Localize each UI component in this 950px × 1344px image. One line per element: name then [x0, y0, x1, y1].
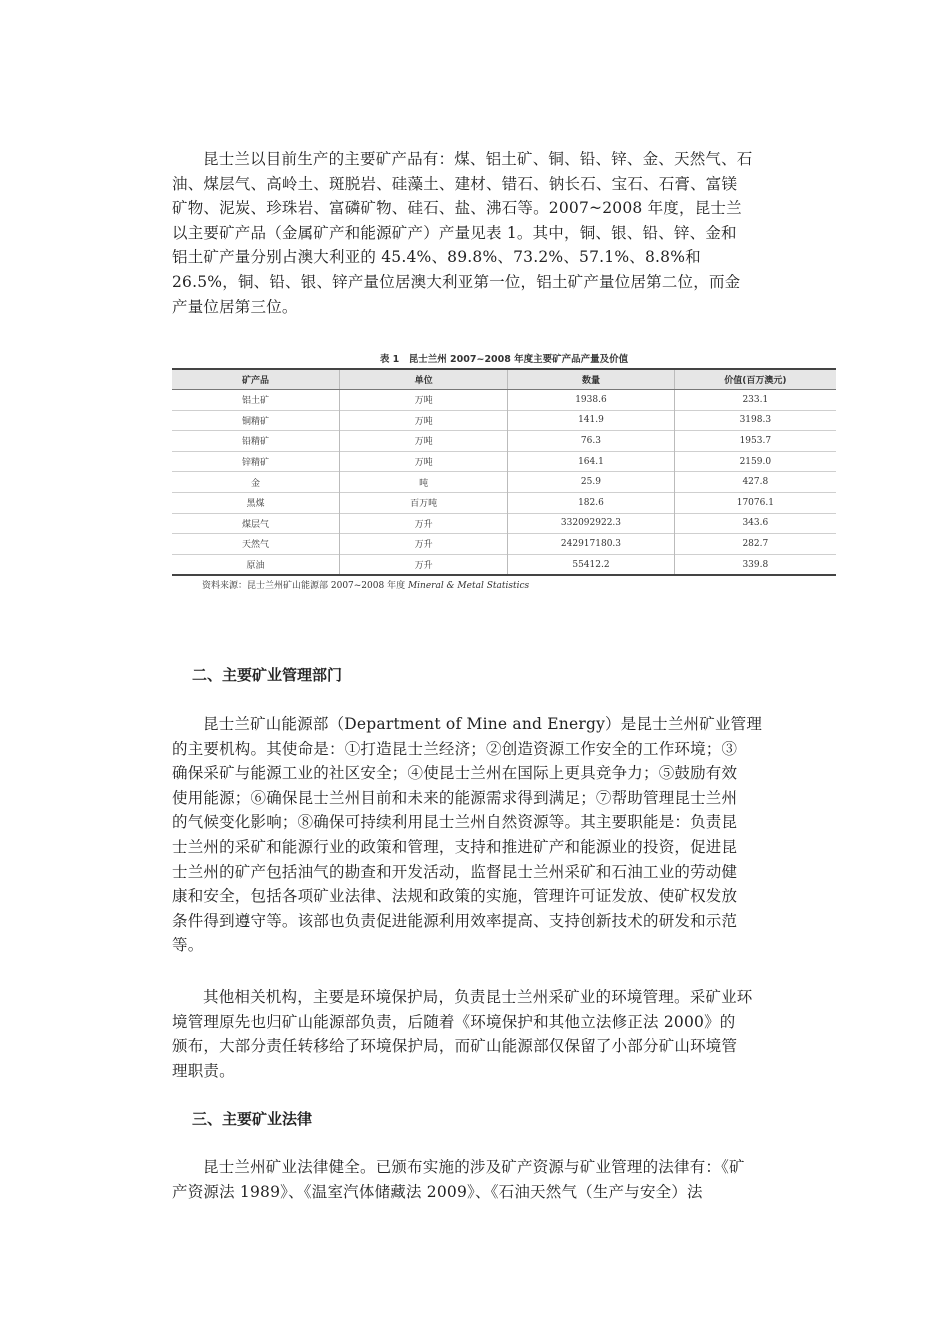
table-cell: 锌精矿: [172, 451, 340, 472]
text-line: 的气候变化影响；⑧确保可持续利用昆士兰州自然资源等。其主要职能是：负责昆: [172, 813, 738, 832]
text-line: 士兰州的矿产包括油气的勘查和开发活动，监督昆士兰州采矿和石油工业的劳动健: [172, 862, 738, 881]
table-cell: 17076.1: [674, 492, 836, 513]
text-line: 理职责。: [172, 1061, 235, 1080]
column-header: 单位: [340, 369, 508, 390]
text-line: 昆士兰州矿业法律健全。已颁布实施的涉及矿产资源与矿业管理的法律有：《矿: [203, 1158, 745, 1176]
table-row: [172, 410, 836, 431]
table-cell: 1953.7: [674, 431, 836, 452]
text-line: 油、煤层气、高岭土、斑脱岩、硅藻土、建材、错石、钠长石、宝石、石膏、富镁: [172, 174, 738, 193]
text-line: 等。: [172, 936, 204, 955]
table-cell: 万升: [340, 513, 508, 534]
column-header: 价值(百万澳元): [674, 369, 836, 390]
section-heading: 二、主要矿业管理部门: [192, 666, 343, 684]
table-cell: 242917180.3: [508, 534, 674, 555]
text-line: 其他相关机构，主要是环境保护局，负责昆士兰州采矿业的环境管理。采矿业环: [203, 988, 753, 1006]
mineral-production-table: [172, 368, 836, 576]
section-heading: 三、主要矿业法律: [192, 1110, 313, 1128]
table-cell: 煤层气: [172, 513, 340, 534]
table-row: [172, 554, 836, 575]
table-cell: 141.9: [508, 410, 674, 431]
text-line: 士兰州的采矿和能源行业的政策和管理，支持和推进矿产和能源业的投资，促进昆: [172, 837, 738, 856]
table-cell: 332092922.3: [508, 513, 674, 534]
table-cell: 铜精矿: [172, 410, 340, 431]
table-cell: 282.7: [674, 534, 836, 555]
section2-paragraph-2: [172, 985, 778, 1083]
section3-paragraph: [172, 1155, 778, 1204]
text-line: 26.5%，铜、铅、银、锌产量位居澳大利亚第一位，铝土矿产量位居第二位，而金: [172, 272, 741, 291]
text-line: 确保采矿与能源工业的社区安全；④使昆士兰州在国际上更具竞争力；⑤鼓励有效: [172, 764, 738, 783]
table-header-row: [172, 369, 836, 390]
text-line: 境管理原先也归矿山能源部负责，后随着《环境保护和其他立法修正法 2000》的: [172, 1012, 736, 1031]
text-line: 的主要机构。其使命是：①打造昆士兰经济；②创造资源工作安全的工作环境；③: [172, 739, 738, 758]
table-cell: 427.8: [674, 472, 836, 493]
table-cell: 3198.3: [674, 410, 836, 431]
text-line: 产资源法 1989》、《温室汽体储藏法 2009》、《石油天然气（生产与安全）法: [172, 1182, 703, 1201]
table-cell: 164.1: [508, 451, 674, 472]
table-cell: 原油: [172, 554, 340, 575]
table-cell: 吨: [340, 472, 508, 493]
intro-paragraph: [172, 147, 778, 319]
column-header: 数量: [508, 369, 674, 390]
table-row: [172, 513, 836, 534]
table-cell: 百万吨: [340, 492, 508, 513]
table-cell: 万吨: [340, 410, 508, 431]
table-cell: 万升: [340, 534, 508, 555]
text-line: 矿物、泥炭、珍珠岩、富磷矿物、硅石、盐、沸石等。2007~2008 年度，昆士兰: [172, 199, 742, 218]
table-cell: 25.9: [508, 472, 674, 493]
source-title: Mineral & Metal Statistics: [407, 581, 530, 592]
text-line: 颁布，大部分责任转移给了环境保护局，而矿山能源部仅保留了小部分矿山环境管: [172, 1037, 738, 1056]
table-cell: 黑煤: [172, 492, 340, 513]
table-cell: 金: [172, 472, 340, 493]
table-caption: 表 1 昆士兰州 2007~2008 年度主要矿产品产量及价值: [379, 354, 629, 365]
table-cell: 182.6: [508, 492, 674, 513]
table-cell: 万吨: [340, 451, 508, 472]
column-header: 矿产品: [172, 369, 340, 390]
table-cell: 339.8: [674, 554, 836, 575]
table-row: [172, 534, 836, 555]
table-cell: 铅精矿: [172, 431, 340, 452]
table-cell: 万升: [340, 554, 508, 575]
text-line: 产量位居第三位。: [172, 297, 298, 316]
table-body: [172, 390, 836, 576]
table-row: [172, 451, 836, 472]
text-line: 铝土矿产量分别占澳大利亚的 45.4%、89.8%、73.2%、57.1%、8.8%和: [172, 248, 701, 267]
table-cell: 76.3: [508, 431, 674, 452]
text-line: 康和安全，包括各项矿业法律、法规和政策的实施，管理许可证发放、使矿权发放: [172, 887, 738, 906]
table-cell: 万吨: [340, 390, 508, 411]
table-cell: 233.1: [674, 390, 836, 411]
table-cell: 铝土矿: [172, 390, 340, 411]
section2-paragraph-1: [172, 712, 778, 958]
table-source-note: [172, 578, 836, 591]
table-row: [172, 431, 836, 452]
text-line: 昆士兰矿山能源部（Department of Mine and Energy）是昆士兰州矿业管理: [203, 715, 763, 733]
mineral-table-figure: [172, 352, 836, 591]
table-cell: 天然气: [172, 534, 340, 555]
table-cell: 万吨: [340, 431, 508, 452]
text-line: 以主要矿产品（金属矿产和能源矿产）产量见表 1。其中，铜、银、铅、锌、金和: [172, 223, 737, 242]
source-text: 资料来源：昆士兰州矿山能源部 2007~2008 年度: [202, 581, 408, 592]
table-cell: 2159.0: [674, 451, 836, 472]
text-line: 使用能源；⑥确保昆士兰州目前和未来的能源需求得到满足；⑦帮助管理昆士兰州: [172, 788, 738, 807]
table-cell: 1938.6: [508, 390, 674, 411]
text-line: 条件得到遵守等。该部也负责促进能源利用效率提高、支持创新技术的研发和示范: [172, 911, 738, 930]
text-line: 昆士兰以目前生产的主要矿产品有：煤、铝土矿、铜、铅、锌、金、天然气、石: [203, 150, 753, 168]
table-row: [172, 390, 836, 411]
table-cell: 55412.2: [508, 554, 674, 575]
table-row: [172, 472, 836, 493]
table-cell: 343.6: [674, 513, 836, 534]
table-row: [172, 492, 836, 513]
